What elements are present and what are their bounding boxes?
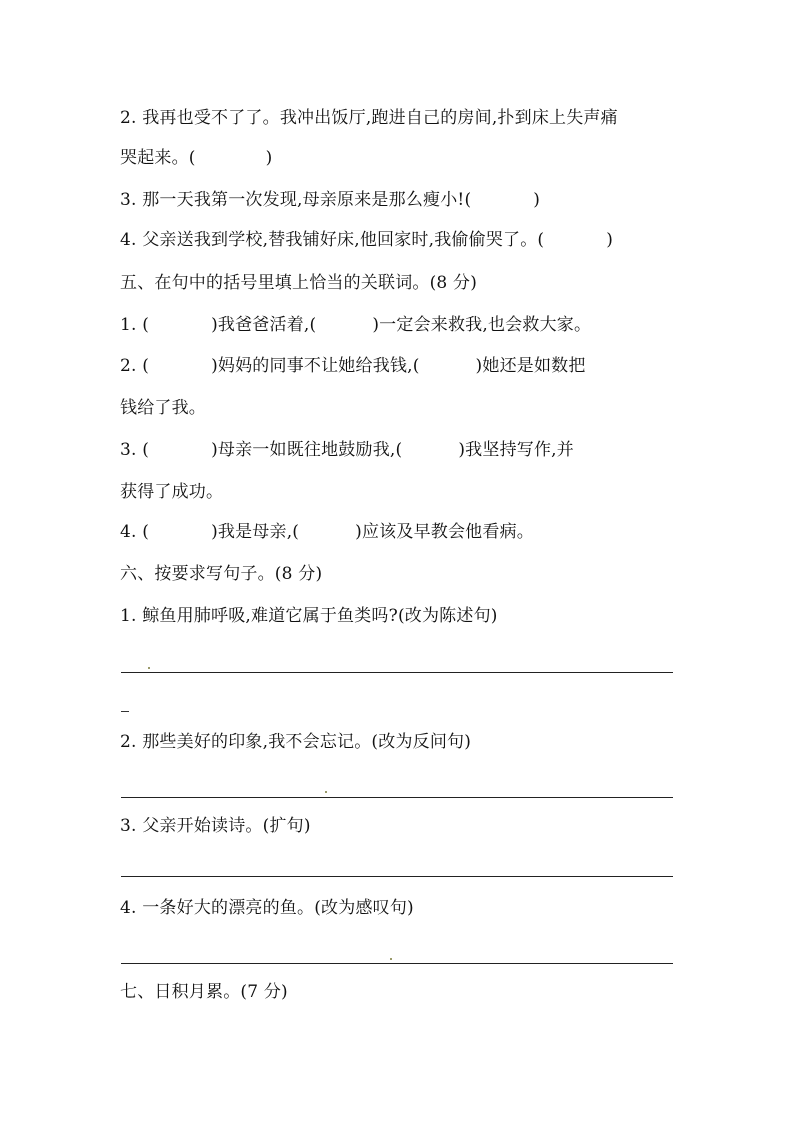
- scan-speck: [390, 958, 392, 960]
- section6-heading: 六、按要求写句子。(8 分): [120, 564, 323, 584]
- answer-line-4[interactable]: [121, 963, 673, 964]
- scan-speck: [148, 667, 150, 669]
- answer-line-1[interactable]: [121, 672, 673, 673]
- s5-q3-line1: 3. ( )母亲一如既往地鼓励我,( )我坚持写作,并: [120, 440, 574, 460]
- s4-q3: 3. 那一天我第一次发现,母亲原来是那么瘦小!( ): [120, 190, 541, 210]
- s6-q2: 2. 那些美好的印象,我不会忘记。(改为反问句): [120, 732, 472, 752]
- stray-mark: [121, 711, 129, 712]
- s6-q4: 4. 一条好大的漂亮的鱼。(改为感叹句): [120, 898, 414, 918]
- s4-q2-line2: 哭起来。( ): [120, 148, 273, 168]
- answer-line-3[interactable]: [121, 876, 673, 877]
- s4-q2-line1: 2. 我再也受不了了。我冲出饭厅,跑进自己的房间,扑到床上失声痛: [120, 108, 618, 128]
- s5-q4: 4. ( )我是母亲,( )应该及早教会他看病。: [120, 522, 534, 542]
- s5-q2-line1: 2. ( )妈妈的同事不让她给我钱,( )她还是如数把: [120, 356, 586, 376]
- s4-q4: 4. 父亲送我到学校,替我铺好床,他回家时,我偷偷哭了。( ): [120, 230, 614, 250]
- answer-line-2[interactable]: [121, 797, 673, 798]
- s6-q1: 1. 鲸鱼用肺呼吸,难道它属于鱼类吗?(改为陈述句): [120, 606, 498, 626]
- section5-heading: 五、在句中的括号里填上恰当的关联词。(8 分): [120, 273, 478, 293]
- s5-q3-line2: 获得了成功。: [120, 482, 224, 502]
- scan-speck: [325, 791, 327, 793]
- s6-q3: 3. 父亲开始读诗。(扩句): [120, 816, 311, 836]
- s5-q2-line2: 钱给了我。: [120, 398, 206, 418]
- s5-q1: 1. ( )我爸爸活着,( )一定会来救我,也会救大家。: [120, 315, 592, 335]
- section7-heading: 七、日积月累。(7 分): [120, 982, 288, 1002]
